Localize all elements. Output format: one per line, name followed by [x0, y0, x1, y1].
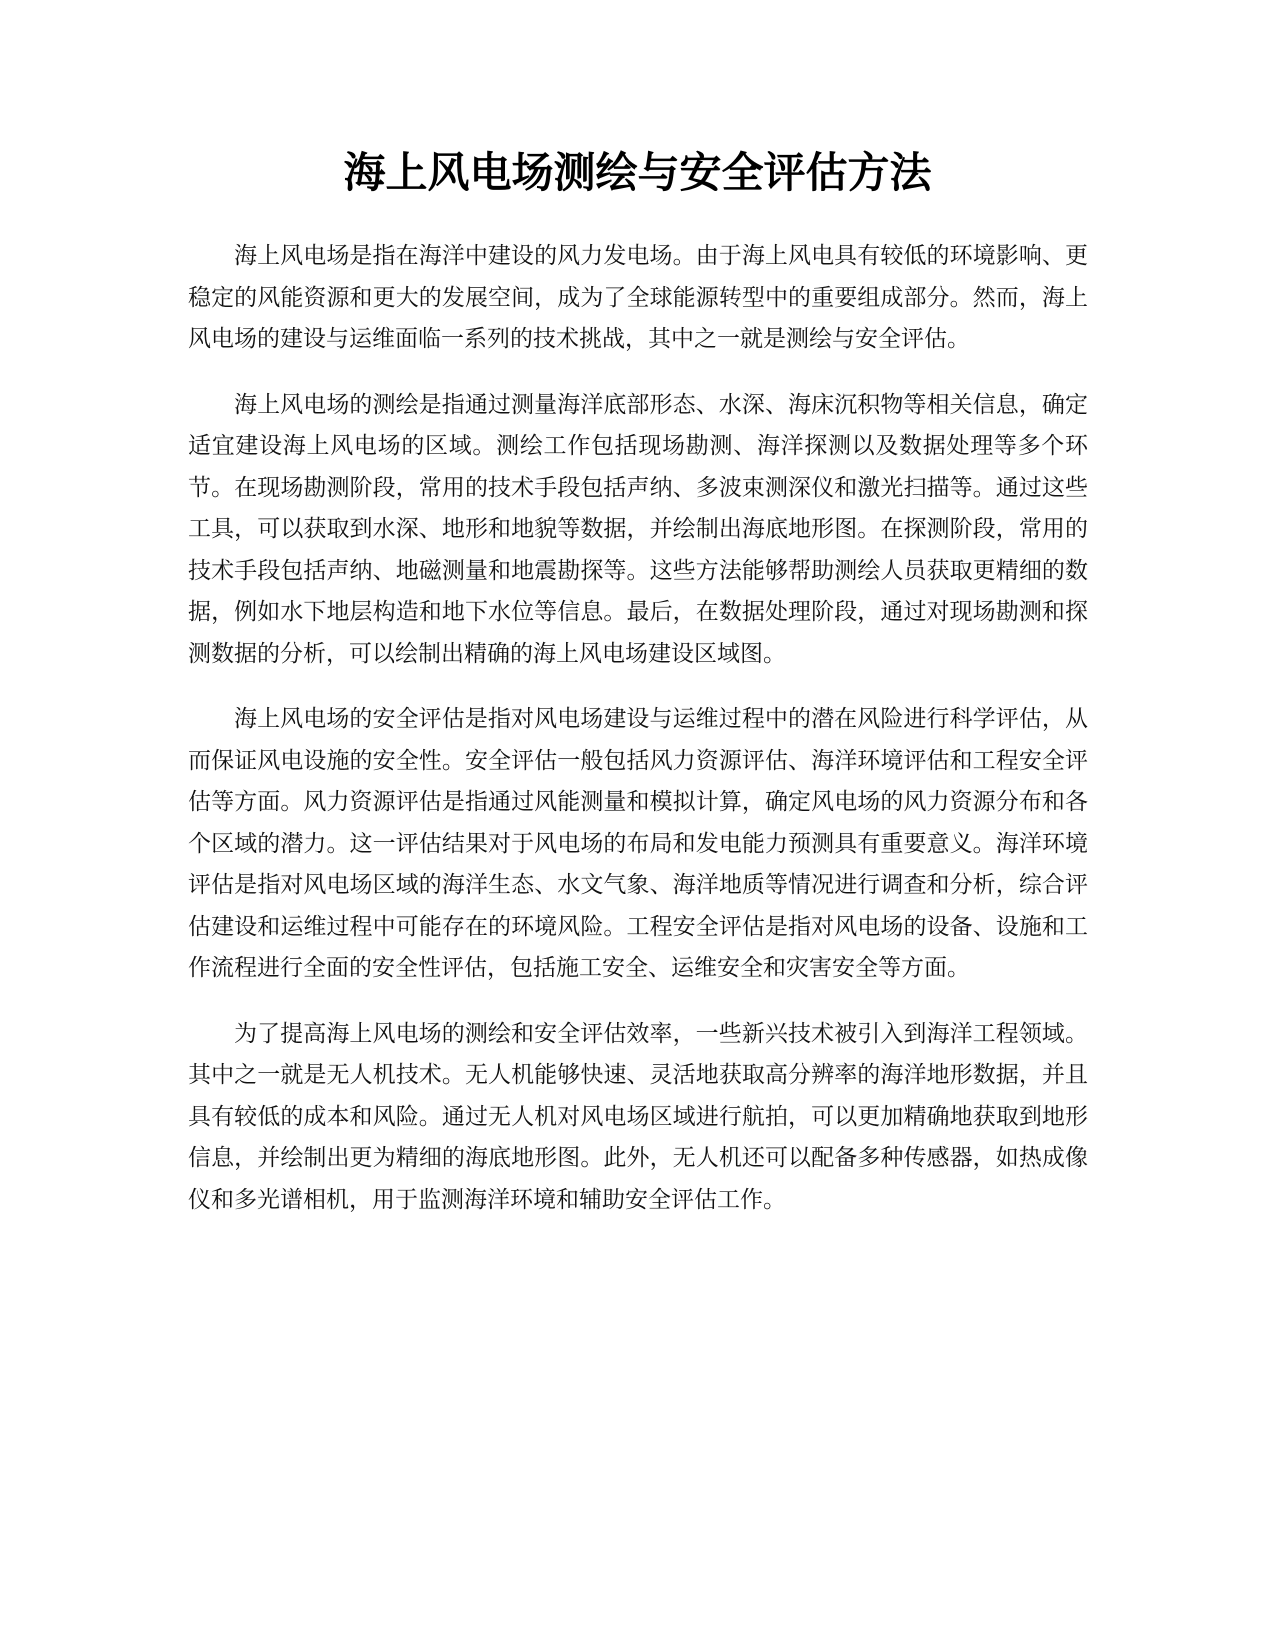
document-title: 海上风电场测绘与安全评估方法	[343, 148, 932, 197]
paragraph-drone-technology: 为了提高海上风电场的测绘和安全评估效率，一些新兴技术被引入到海洋工程领域。其中之一就是无人机技术。无人机能够快速、灵活地获取高分辨率的海洋地形数据，并且具有较低的成本和风险。通过无人机对风电场区域进行航拍，可以更加精确地获取到地形信息，并绘制出更为精细的海底地形图。此外，无人机还可以配备多种传感器，如热成像仪和多光谱相机，用于监测海洋环境和辅助安全评估工作。	[188, 1020, 1088, 1213]
document-body	[188, 236, 1088, 1245]
paragraph-surveying: 海上风电场的测绘是指通过测量海洋底部形态、水深、海床沉积物等相关信息，确定适宜建设海上风电场的区域。测绘工作包括现场勘测、海洋探测以及数据处理等多个环节。在现场勘测阶段，常用的技术手段包括声纳、多波束测深仪和激光扫描等。通过这些工具，可以获取到水深、地形和地貌等数据，并绘制出海底地形图。在探测阶段，常用的技术手段包括声纳、地磁测量和地震勘探等。这些方法能够帮助测绘人员获取更精细的数据，例如水下地层构造和地下水位等信息。最后，在数据处理阶段，通过对现场勘测和探测数据的分析，可以绘制出精确的海上风电场建设区域图。	[188, 391, 1088, 667]
paragraph-intro: 海上风电场是指在海洋中建设的风力发电场。由于海上风电具有较低的环境影响、更稳定的风能资源和更大的发展空间，成为了全球能源转型中的重要组成部分。然而，海上风电场的建设与运维面临一系列的技术挑战，其中之一就是测绘与安全评估。	[188, 243, 1088, 352]
paragraph-safety-assessment: 海上风电场的安全评估是指对风电场建设与运维过程中的潜在风险进行科学评估，从而保证风电设施的安全性。安全评估一般包括风力资源评估、海洋环境评估和工程安全评估等方面。风力资源评估是指通过风能测量和模拟计算，确定风电场的风力资源分布和各个区域的潜力。这一评估结果对于风电场的布局和发电能力预测具有重要意义。海洋环境评估是指对风电场区域的海洋生态、水文气象、海洋地质等情况进行调查和分析，综合评估建设和运维过程中可能存在的环境风险。工程安全评估是指对风电场的设备、设施和工作流程进行全面的安全性评估，包括施工安全、运维安全和灾害安全等方面。	[188, 706, 1088, 981]
